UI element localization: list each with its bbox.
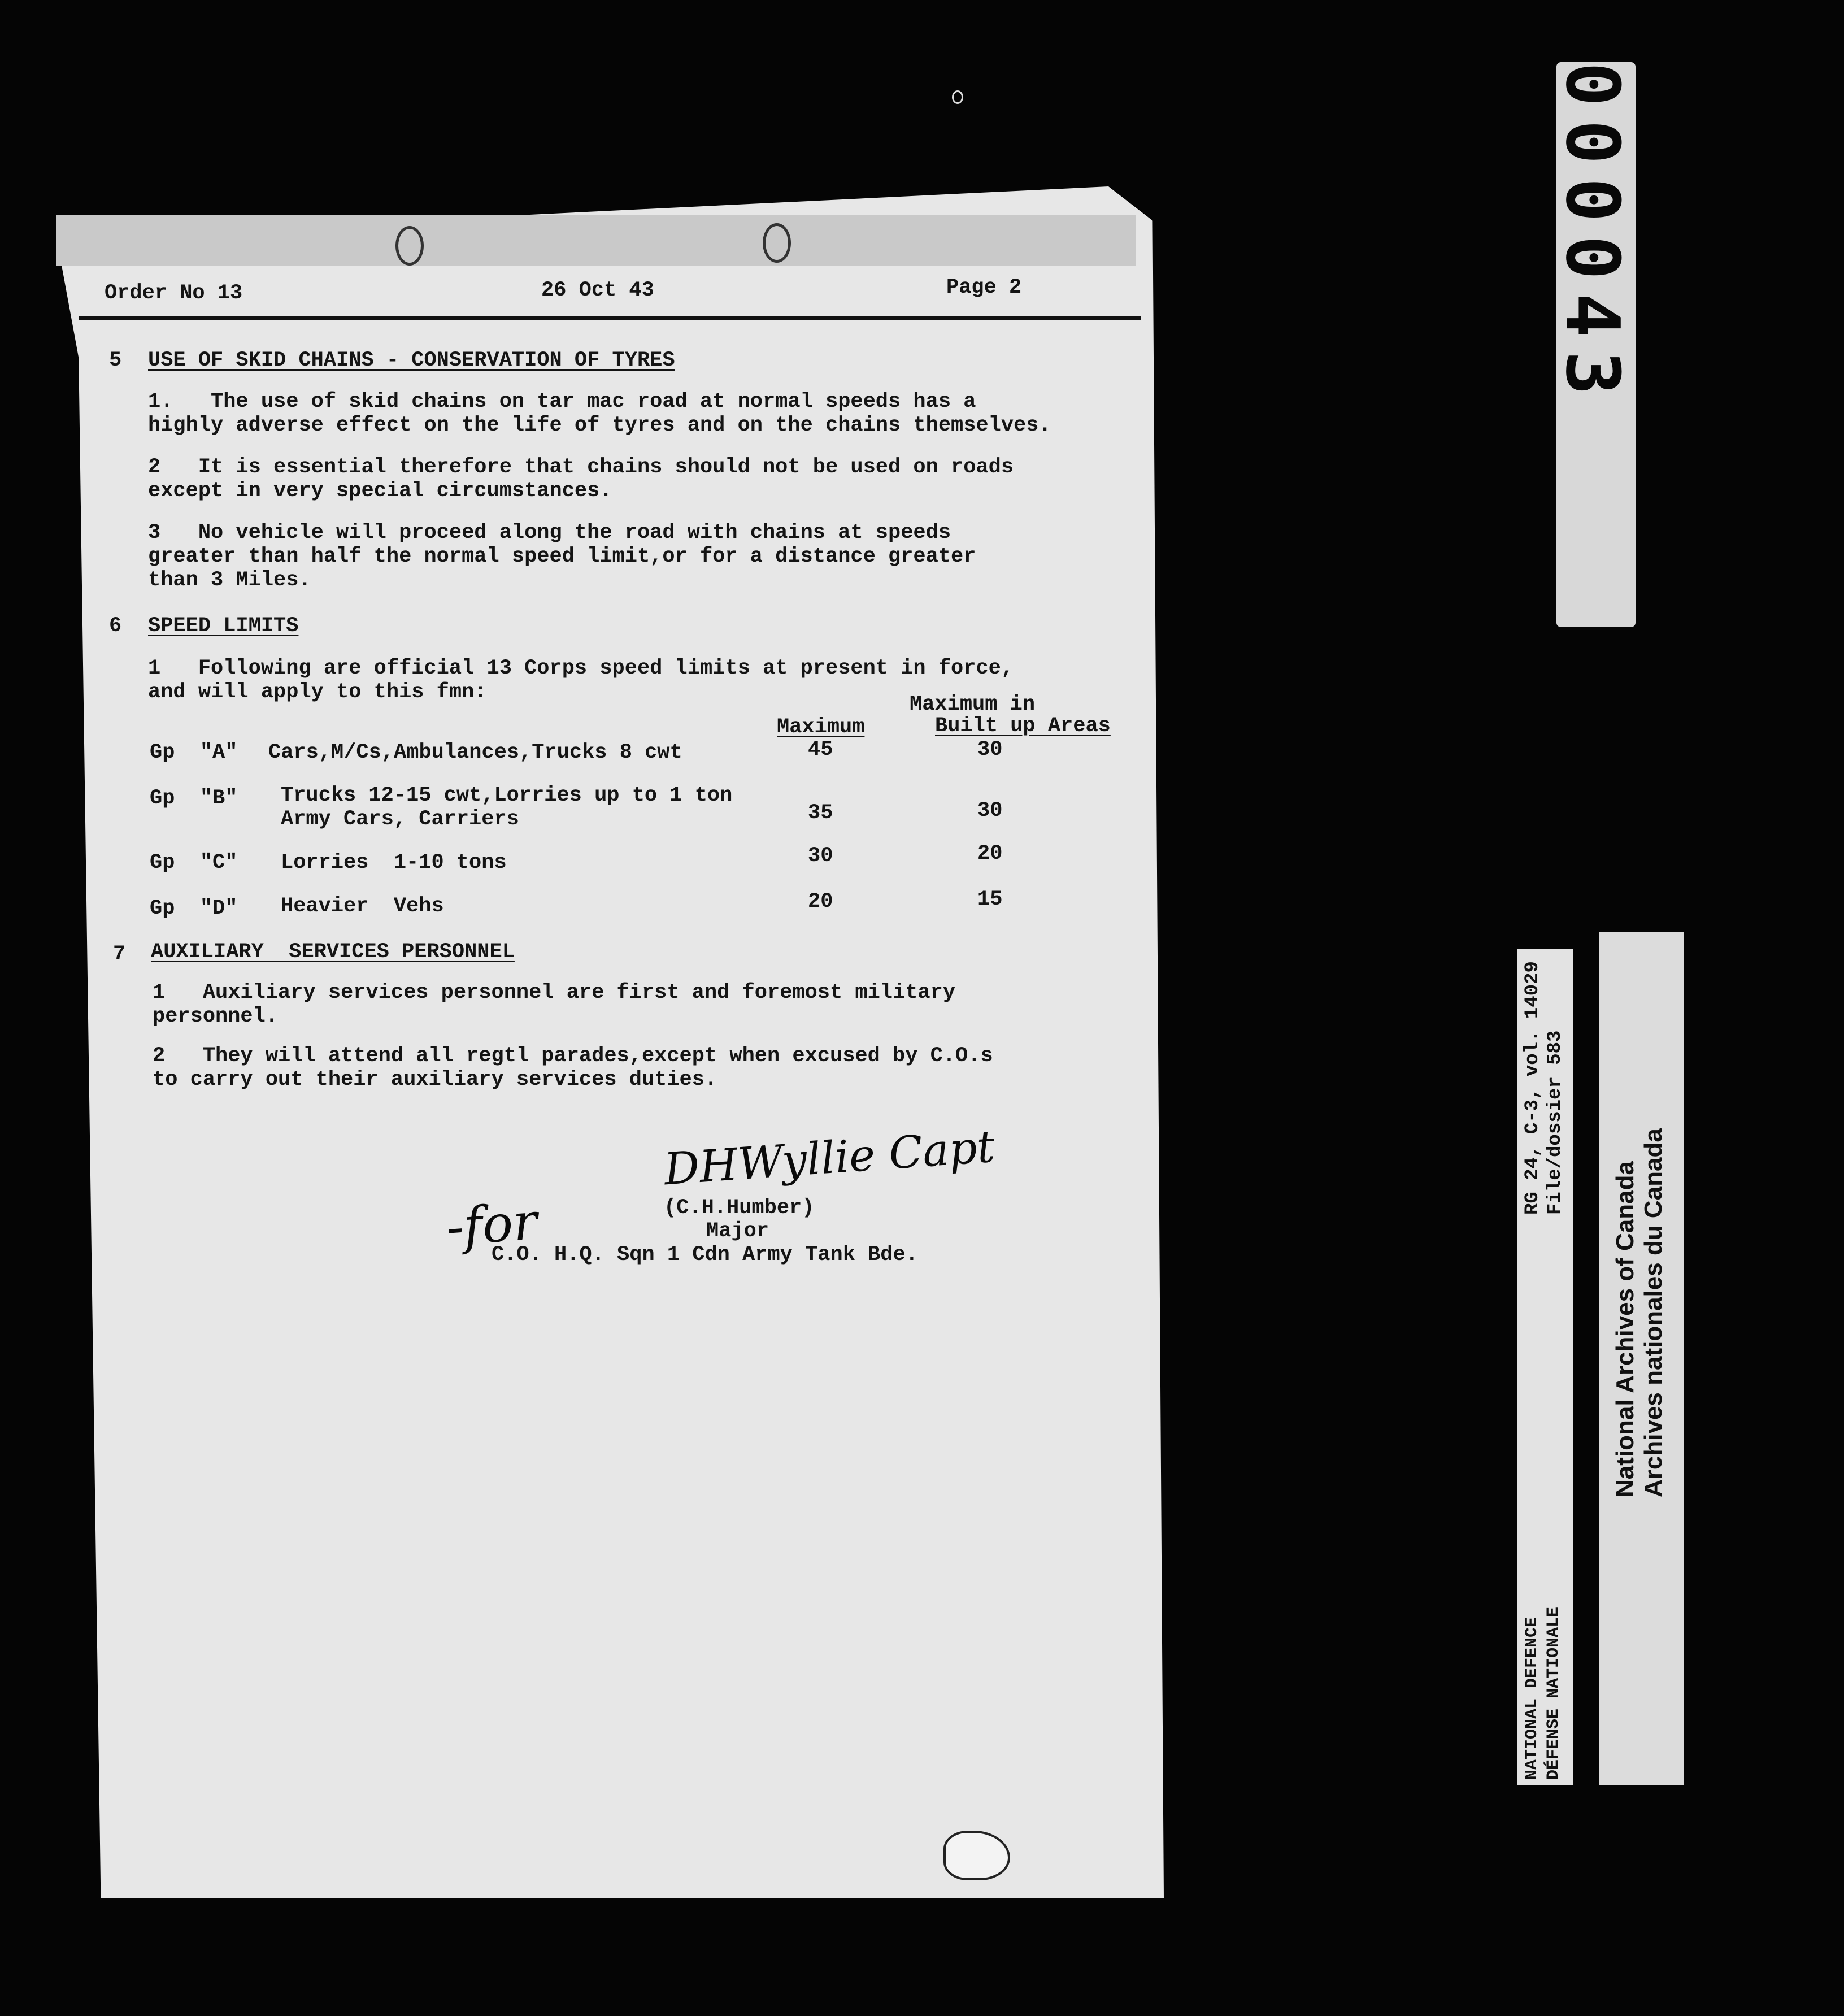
- table-row-maximum: 30: [808, 844, 833, 868]
- table-row-description: Heavier Vehs: [281, 894, 444, 918]
- department-line: NATIONAL DEFENCE: [1523, 1617, 1542, 1780]
- page-number: Page 2: [946, 276, 1022, 299]
- column-header-builtup-top: Maximum in: [910, 693, 1036, 716]
- section-title: SPEED LIMITS: [148, 614, 299, 638]
- table-row-builtup: 15: [977, 888, 1003, 911]
- punch-hole-left: [395, 226, 424, 266]
- paragraph-line: 1 Auxiliary services personnel are first and foremost military: [153, 981, 956, 1005]
- paragraph-line: 3 No vehicle will proceed along the road with chains at speeds: [148, 521, 951, 545]
- table-row-description: Trucks 12-15 cwt,Lorries up to 1 ton: [281, 784, 733, 807]
- table-row-maximum: 45: [808, 738, 833, 762]
- section-number: 5: [109, 349, 122, 372]
- table-row-group: Gp "A": [150, 741, 238, 764]
- table-row-builtup: 20: [977, 842, 1003, 866]
- reference-line: RG 24, C-3, vol. 14029: [1522, 961, 1543, 1215]
- table-row-maximum: 20: [808, 890, 833, 914]
- signatory-appointment: C.O. H.Q. Sqn 1 Cdn Army Tank Bde.: [492, 1243, 918, 1267]
- table-row-description: Lorries 1-10 tons: [281, 851, 507, 875]
- department-line: DÉFENSE NATIONALE: [1544, 1606, 1563, 1780]
- section-number: 6: [109, 614, 122, 638]
- column-header-builtup: Built up Areas: [935, 714, 1111, 738]
- order-date: 26 Oct 43: [541, 279, 654, 302]
- paragraph-line: personnel.: [153, 1005, 279, 1028]
- film-mark: [952, 90, 963, 104]
- archives-line: Archives nationales du Canada: [1639, 1128, 1667, 1497]
- handwritten-signature: DHWyllie Capt: [662, 1121, 997, 1196]
- paragraph-line: highly adverse effect on the life of tyres and on the chains themselves.: [148, 414, 1051, 437]
- reference-text: [1521, 961, 1567, 1215]
- paragraph-line: and will apply to this fmn:: [148, 680, 487, 704]
- header-rule: [79, 316, 1141, 320]
- table-row-description: Army Cars, Carriers: [281, 807, 519, 831]
- page-top-shadow: [56, 215, 1136, 266]
- section-title: USE OF SKID CHAINS - CONSERVATION OF TYRES: [148, 349, 675, 372]
- typed-signatory-name: (C.H.Humber): [664, 1196, 815, 1220]
- department-text: [1521, 1607, 1564, 1780]
- paragraph-line: 2 It is essential therefore that chains should not be used on roads: [148, 455, 1014, 479]
- frame-number-strip: [1550, 62, 1636, 627]
- order-number: Order No 13: [105, 281, 243, 305]
- section-title: AUXILIARY SERVICES PERSONNEL: [151, 940, 515, 964]
- reference-label: [1517, 949, 1573, 1785]
- handwritten-for: -for: [444, 1192, 540, 1258]
- table-row-description: Cars,M/Cs,Ambulances,Trucks 8 cwt: [268, 741, 682, 764]
- archives-label: [1599, 932, 1684, 1785]
- table-row-group: Gp "C": [150, 851, 238, 875]
- paragraph-line: greater than half the normal speed limit,or for a distance greater: [148, 545, 976, 568]
- paragraph-line: to carry out their auxiliary services duties.: [153, 1068, 717, 1092]
- document-page: [56, 186, 1164, 1898]
- archives-text: [1611, 1128, 1668, 1497]
- punch-hole-right: [763, 223, 791, 263]
- table-row-maximum: 35: [808, 801, 833, 825]
- paragraph-line: than 3 Miles.: [148, 568, 311, 592]
- paragraph-line: except in very special circumstances.: [148, 479, 612, 503]
- table-row-group: Gp "B": [150, 787, 238, 810]
- table-row-builtup: 30: [977, 799, 1003, 823]
- paragraph-line: 1. The use of skid chains on tar mac road at normal speeds has a: [148, 390, 976, 414]
- paragraph-line: 2 They will attend all regtl parades,except when excused by C.O.s: [153, 1044, 993, 1068]
- section-number: 7: [113, 942, 126, 966]
- signatory-rank: Major: [706, 1219, 769, 1243]
- column-header-maximum: Maximum: [777, 715, 865, 739]
- frame-number: 000043: [1550, 62, 1636, 409]
- table-row-group: Gp "D": [150, 897, 238, 920]
- table-row-builtup: 30: [977, 738, 1003, 762]
- reference-line: File/dossier 583: [1545, 1030, 1566, 1215]
- archives-line: National Archives of Canada: [1611, 1161, 1639, 1497]
- paragraph-line: 1 Following are official 13 Corps speed limits at present in force,: [148, 657, 1014, 680]
